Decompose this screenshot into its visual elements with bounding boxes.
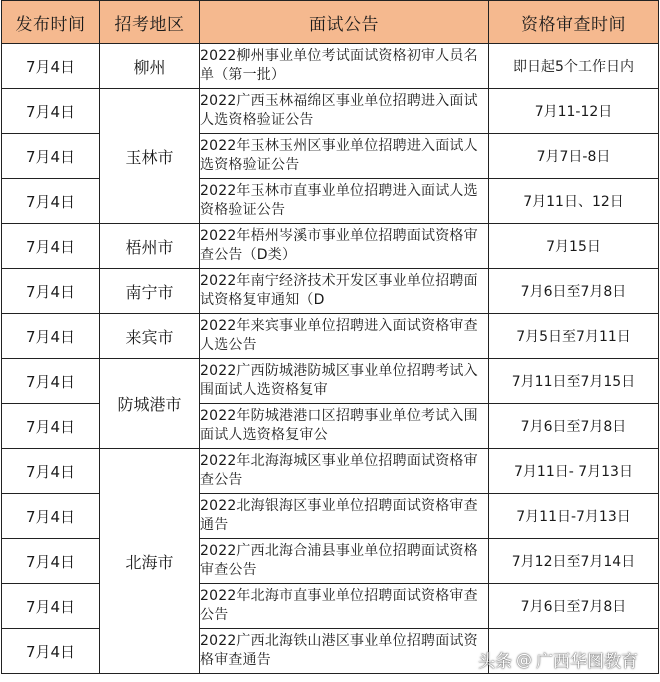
row-date: 7月4日 <box>2 404 100 449</box>
header-region: 招考地区 <box>100 1 200 44</box>
row-notice: 2022年梧州岑溪市事业单位招聘面试资格审查公告（D类） <box>200 224 489 269</box>
row-period: 7月11日至7月15日 <box>489 359 659 404</box>
row-date: 7月4日 <box>2 314 100 359</box>
row-notice: 2022年来宾事业单位招聘进入面试资格审查人选公告 <box>200 314 489 359</box>
row-region: 来宾市 <box>100 314 200 359</box>
row-notice: 2022柳州事业单位考试面试资格初审人员名单（第一批） <box>200 44 489 89</box>
row-notice: 2022年北海市直事业单位招聘面试资格审查公告 <box>200 584 489 629</box>
row-notice: 2022年北海海城区事业单位招聘面试资格审查公告 <box>200 449 489 494</box>
row-date: 7月4日 <box>2 224 100 269</box>
row-date: 7月4日 <box>2 269 100 314</box>
watermark-at-sign: @ <box>516 650 532 669</box>
table-row <box>2 89 659 134</box>
header-review-period: 资格审查时间 <box>489 1 659 44</box>
row-period: 7月12日至7月14日 <box>489 539 659 584</box>
row-period: 7月11日-7月13日 <box>489 494 659 539</box>
table-row <box>2 314 659 359</box>
table-header-row <box>2 1 659 44</box>
row-date: 7月4日 <box>2 89 100 134</box>
row-date: 7月4日 <box>2 494 100 539</box>
table-row <box>2 224 659 269</box>
row-notice: 2022广西玉林福绵区事业单位招聘进入面试人选资格验证公告 <box>200 89 489 134</box>
header-interview-notice: 面试公告 <box>200 1 489 44</box>
row-notice: 2022北海银海区事业单位招聘面试资格审查通告 <box>200 494 489 539</box>
header-release-date: 发布时间 <box>2 1 100 44</box>
interview-notice-table <box>1 0 659 674</box>
row-period: 7月5日至7月11日 <box>489 314 659 359</box>
row-notice: 2022年南宁经济技术开发区事业单位招聘面试资格复审通知（D <box>200 269 489 314</box>
row-date: 7月4日 <box>2 179 100 224</box>
row-period: 7月6日至7月8日 <box>489 584 659 629</box>
row-period: 7月11日、12日 <box>489 179 659 224</box>
row-date: 7月4日 <box>2 584 100 629</box>
table-row <box>2 269 659 314</box>
row-region: 玉林市 <box>100 89 200 224</box>
row-notice: 2022广西防城港防城区事业单位招聘考试入围面试人选资格复审 <box>200 359 489 404</box>
row-period: 7月11日- 7月13日 <box>489 449 659 494</box>
source-watermark <box>478 647 638 672</box>
row-date: 7月4日 <box>2 539 100 584</box>
row-date: 7月4日 <box>2 449 100 494</box>
row-period: 7月6日至7月8日 <box>489 269 659 314</box>
row-date: 7月4日 <box>2 629 100 674</box>
row-date: 7月4日 <box>2 134 100 179</box>
watermark-source: 头条 <box>478 652 512 672</box>
watermark-account: 广西华图教育 <box>536 652 638 672</box>
row-region: 防城港市 <box>100 359 200 449</box>
row-notice: 2022广西北海合浦县事业单位招聘面试资格审查公告 <box>200 539 489 584</box>
table-row <box>2 449 659 494</box>
row-period: 即日起5个工作日内 <box>489 44 659 89</box>
row-region: 南宁市 <box>100 269 200 314</box>
row-period: 7月11-12日 <box>489 89 659 134</box>
row-notice: 2022年玉林玉州区事业单位招聘进入面试人选资格验证公告 <box>200 134 489 179</box>
row-notice: 2022广西北海铁山港区事业单位招聘面试资格审查通告 <box>200 629 489 674</box>
row-date: 7月4日 <box>2 44 100 89</box>
row-date: 7月4日 <box>2 359 100 404</box>
row-notice: 2022年玉林市直事业单位招聘进入面试人选资格验证公告 <box>200 179 489 224</box>
row-region: 北海市 <box>100 449 200 674</box>
row-region: 梧州市 <box>100 224 200 269</box>
row-period: 7月15日 <box>489 224 659 269</box>
row-region: 柳州 <box>100 44 200 89</box>
table-row <box>2 44 659 89</box>
row-period: 7月6日至7月8日 <box>489 404 659 449</box>
table-row <box>2 359 659 404</box>
row-period: 7月7日-8日 <box>489 134 659 179</box>
row-notice: 2022年防城港港口区招聘事业单位考试入围面试人选资格复审公 <box>200 404 489 449</box>
